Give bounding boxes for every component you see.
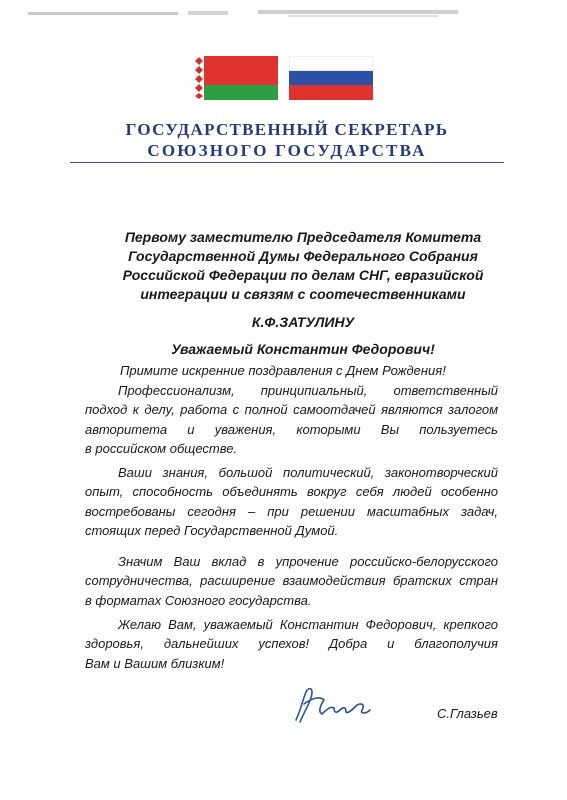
paragraph-line: сотрудничества, расширение взаимодействия братских стран <box>85 573 498 589</box>
paragraph-line: Профессионализм, принципиальный, ответственный <box>118 383 498 398</box>
paragraph-line: подход к делу, работа с полной самоотдачей являются залогом <box>85 402 498 418</box>
russia-flag-icon <box>289 56 373 100</box>
paragraph-professionalism <box>85 381 498 458</box>
addressee-line: Первому заместителю Председателя Комитета <box>124 229 482 245</box>
paragraph-line: Вам и Вашим близким! <box>85 655 225 671</box>
paragraph-line: Желаю Вам, уважаемый Константин Федорович, крепкого <box>118 617 498 632</box>
paragraph-line: в российском обществе. <box>85 440 238 456</box>
paragraph-line: Ваши знания, большой политический, законотворческий <box>118 465 498 480</box>
paragraph-line: в форматах Союзного государства. <box>85 592 312 608</box>
paragraph-contribution <box>85 552 498 610</box>
paragraph-line: Значим Ваш вклад в упрочение российско-белорусского <box>118 554 498 569</box>
paragraph-line: стоящих перед Государственной Думой. <box>85 522 339 538</box>
letterhead-title-line1: ГОСУДАРСТВЕННЫЙ СЕКРЕТАРЬ <box>125 120 449 139</box>
paragraph-wishes <box>85 615 498 673</box>
addressee-line: Государственной Думы Федерального Собрания <box>128 248 478 264</box>
scan-artifact-stripe <box>28 8 458 22</box>
addressee-line: интеграции и связям с соотечественниками <box>140 286 466 302</box>
greeting-line: Уважаемый Константин Федорович! <box>171 341 435 357</box>
paragraph-line: востребованы сегодня – при решении масштабных задач, <box>85 503 498 519</box>
belarus-flag-icon <box>194 56 278 100</box>
signer-name: С.Глазьев <box>437 706 498 721</box>
paragraph-knowledge <box>85 463 498 540</box>
paragraph-line: опыт, способность объединять вокруг себя людей особенно <box>85 484 498 500</box>
paragraph-congratulations <box>118 361 498 380</box>
handwritten-signature <box>290 684 386 726</box>
letterhead-title-line2: СОЮЗНОГО ГОСУДАРСТВА <box>147 141 427 160</box>
addressee-block <box>108 228 498 304</box>
paragraph-line: Примите искренние поздравления с Днем Рождения! <box>120 363 446 378</box>
addressee-line: Российской Федерации по делам СНГ, евразийской <box>122 267 484 283</box>
recipient-name: К.Ф.ЗАТУЛИНУ <box>251 314 355 330</box>
flags-group <box>194 56 380 100</box>
paragraph-line: здоровья, дальнейших успехов! Добра и благополучия <box>85 636 498 652</box>
paragraph-line: авторитета и уважения, которыми Вы пользуетесь <box>85 421 498 437</box>
letterhead-divider <box>70 162 504 163</box>
